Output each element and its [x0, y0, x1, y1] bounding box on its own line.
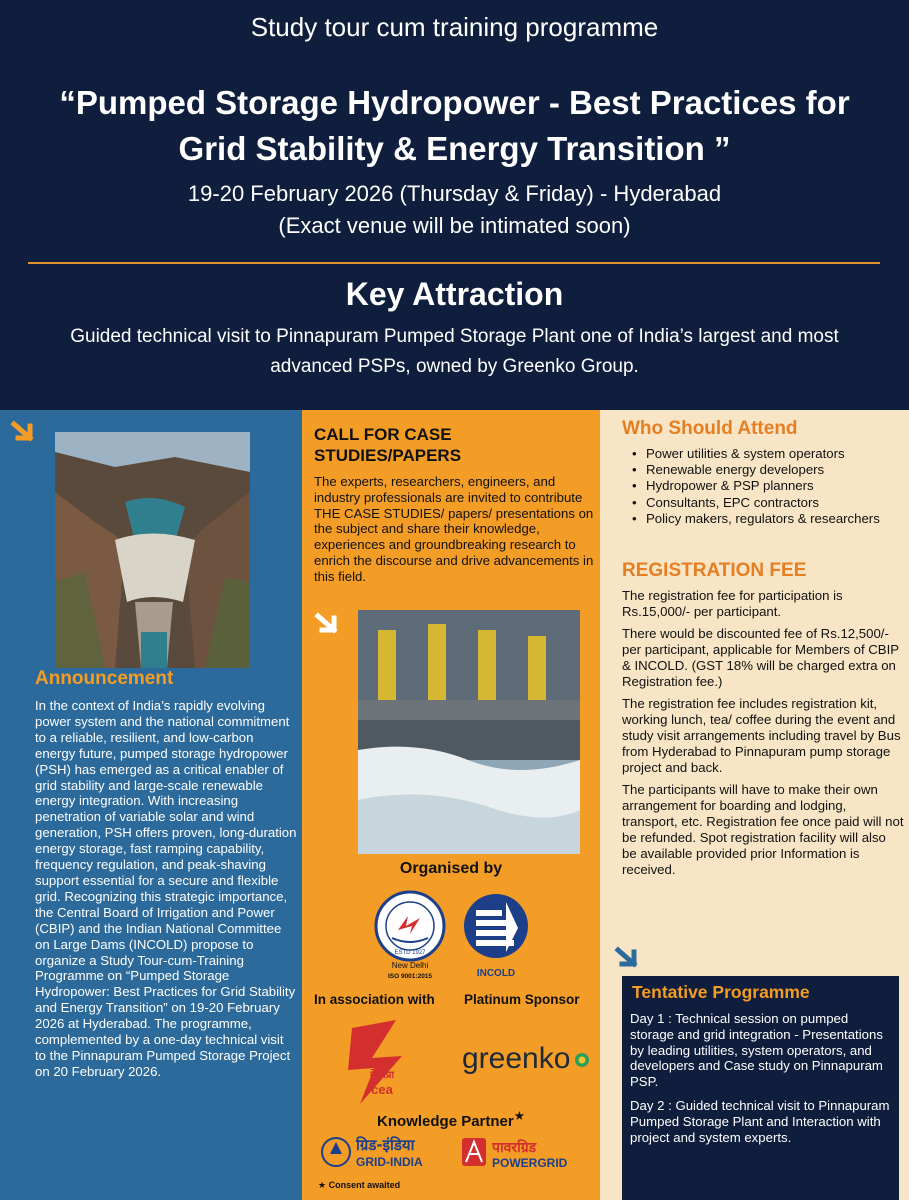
greenko-text: greenko: [462, 1042, 571, 1075]
cea-text: cea: [371, 1082, 393, 1097]
cbip-city-text: New Delhi: [391, 961, 429, 970]
list-item: • Consultants, EPC contractors: [622, 495, 904, 511]
announcement-heading: Announcement: [35, 668, 174, 689]
organised-by-heading: Organised by: [399, 860, 503, 877]
grid-india-text: GRID-INDIA: [356, 1155, 423, 1169]
cea-logo: [342, 1018, 416, 1106]
registration-discount-paragraph: There would be discounted fee of Rs.12,500/- per participant, applicable for Members of CBIP & INCOLD. (GST 18% will be charged extra on Registration fee.): [622, 626, 899, 689]
who-should-attend-heading: Who Should Attend: [622, 418, 798, 439]
knowledge-partner-text: Knowledge Partner: [377, 1113, 514, 1130]
powergrid-logo: [460, 1132, 584, 1172]
greenko-logo: [462, 1038, 592, 1078]
grid-india-hindi-text: ग्रिड-इंडिया: [356, 1136, 415, 1154]
programme-title: “Pumped Storage Hydropower - Best Practices for Grid Stability & Energy Transition ”: [59, 84, 850, 167]
platinum-sponsor-label: Platinum Sponsor: [464, 992, 580, 1007]
programme-day-2: Day 2 : Guided technical visit to Pinnapuram Pumped Storage Plant and Interaction with project and system experts.: [630, 1097, 890, 1145]
tentative-programme-box: [622, 976, 899, 1200]
key-attraction-heading: Key Attraction: [345, 276, 564, 312]
venue-note: (Exact venue will be intimated soon): [278, 213, 631, 238]
announcement-column: [0, 410, 302, 1200]
list-item: • Hydropower & PSP planners: [622, 478, 904, 494]
dam-photo: [55, 432, 250, 668]
call-for-papers-body: The experts, researchers, engineers, and industry professionals are invited to contribute THE CASE STUDIES/ papers/ presentations on the subject and share their knowledge, experiences and groundbreaking research to enrich the discourse and drive advancements in this field.: [314, 474, 594, 584]
attendee-list: [622, 446, 904, 527]
incold-text: INCOLD: [476, 968, 516, 979]
programme-dates: [0, 178, 909, 242]
star-icon: ★: [318, 1180, 329, 1190]
registration-fee-heading: REGISTRATION FEE: [622, 560, 807, 581]
details-column: [600, 410, 909, 1200]
call-for-papers-heading: CALL FOR CASE STUDIES/PAPERS: [314, 425, 462, 465]
consent-note: [318, 1180, 400, 1191]
arrow-down-right-icon: [614, 944, 640, 970]
cbip-logo: [370, 888, 450, 982]
programme-day-1: Day 1 : Technical session on pumped storage and grid integration - Presentations by leading utilities, system operators, and developers and Case study on Pinnapuram PSP.: [630, 1011, 883, 1090]
cbip-iso-text: ISO 9001:2015: [387, 973, 433, 980]
date-line: 19-20 February 2026 (Thursday & Friday) - Hyderabad: [187, 181, 722, 206]
star-icon: ★: [513, 1109, 525, 1123]
tentative-programme-heading: Tentative Programme: [632, 982, 810, 1002]
cea-hindi-text: केविप्रा: [369, 1070, 395, 1081]
announcement-body: In the context of India’s rapidly evolving power system and the national commitment to a reliable, resilient, and low-carbon energy future, pumped storage hydropower (PSH) has emerged as a critical enabler of grid stability and large-scale renewable energy integration. With increasing penetration of variable solar and wind generation, PSH offers proven, long-duration energy storage, fast ramping capability, frequency regulation, and peak-shaving support essential for a secure and flexible grid. Recognizing this strategic importance, the Central Board of Irrigation and Power (CBIP) and the Indian National Committee on Large Dams (INCOLD) propose to organize a Study Tour-cum-Training Programme on “Pumped Storage Hydropower: Best Practices for Grid Stability and Energy Transition” on 19-20 February 2026 at Hyderabad. The programme, complemented by a one-day technical visit to the Pinnapuram Pumped Storage Project on 20 February 2026.: [35, 698, 297, 1079]
header-banner: [0, 0, 909, 410]
registration-includes-paragraph: The registration fee includes registration kit, working lunch, tea/ coffee during the event and study visit arrangements including travel by Bus from Hyderabad to Pinnapuram pump storage project and back.: [622, 696, 901, 775]
cbip-estd-text: ESTD 1927: [394, 950, 426, 956]
knowledge-partner-label: [302, 1108, 600, 1130]
registration-fee-paragraph: The registration fee for participation is Rs.15,000/- per participant.: [622, 588, 843, 619]
spillway-photo: [358, 610, 580, 854]
powergrid-text: POWERGRID: [492, 1156, 568, 1170]
list-item: • Policy makers, regulators & researchers: [622, 511, 904, 527]
grid-india-logo: [320, 1132, 456, 1172]
consent-note-text: Consent awaited: [328, 1180, 401, 1190]
arrow-down-right-icon: [10, 418, 36, 444]
header-divider: [28, 262, 880, 264]
association-label: In association with: [314, 992, 435, 1007]
arrow-down-right-icon: [314, 610, 340, 636]
list-item: • Power utilities & system operators: [622, 446, 904, 462]
call-for-papers-column: [302, 410, 600, 1200]
incold-logo: [462, 888, 530, 982]
powergrid-hindi-text: पावरग्रिड: [492, 1140, 537, 1156]
key-attraction-text: Guided technical visit to Pinnapuram Pumped Storage Plant one of India’s largest and most advanced PSPs, owned by Greenko Group.: [70, 326, 839, 377]
programme-subtitle: Study tour cum training programme: [250, 12, 659, 42]
registration-fee-body: [622, 588, 904, 884]
registration-terms-paragraph: The participants will have to make their own arrangement for boarding and lodging, transport, etc. Registration fee once paid will not be refunded. Spot registration facility will also be available provided prior Information is received.: [622, 782, 904, 877]
list-item: • Renewable energy developers: [622, 462, 904, 478]
